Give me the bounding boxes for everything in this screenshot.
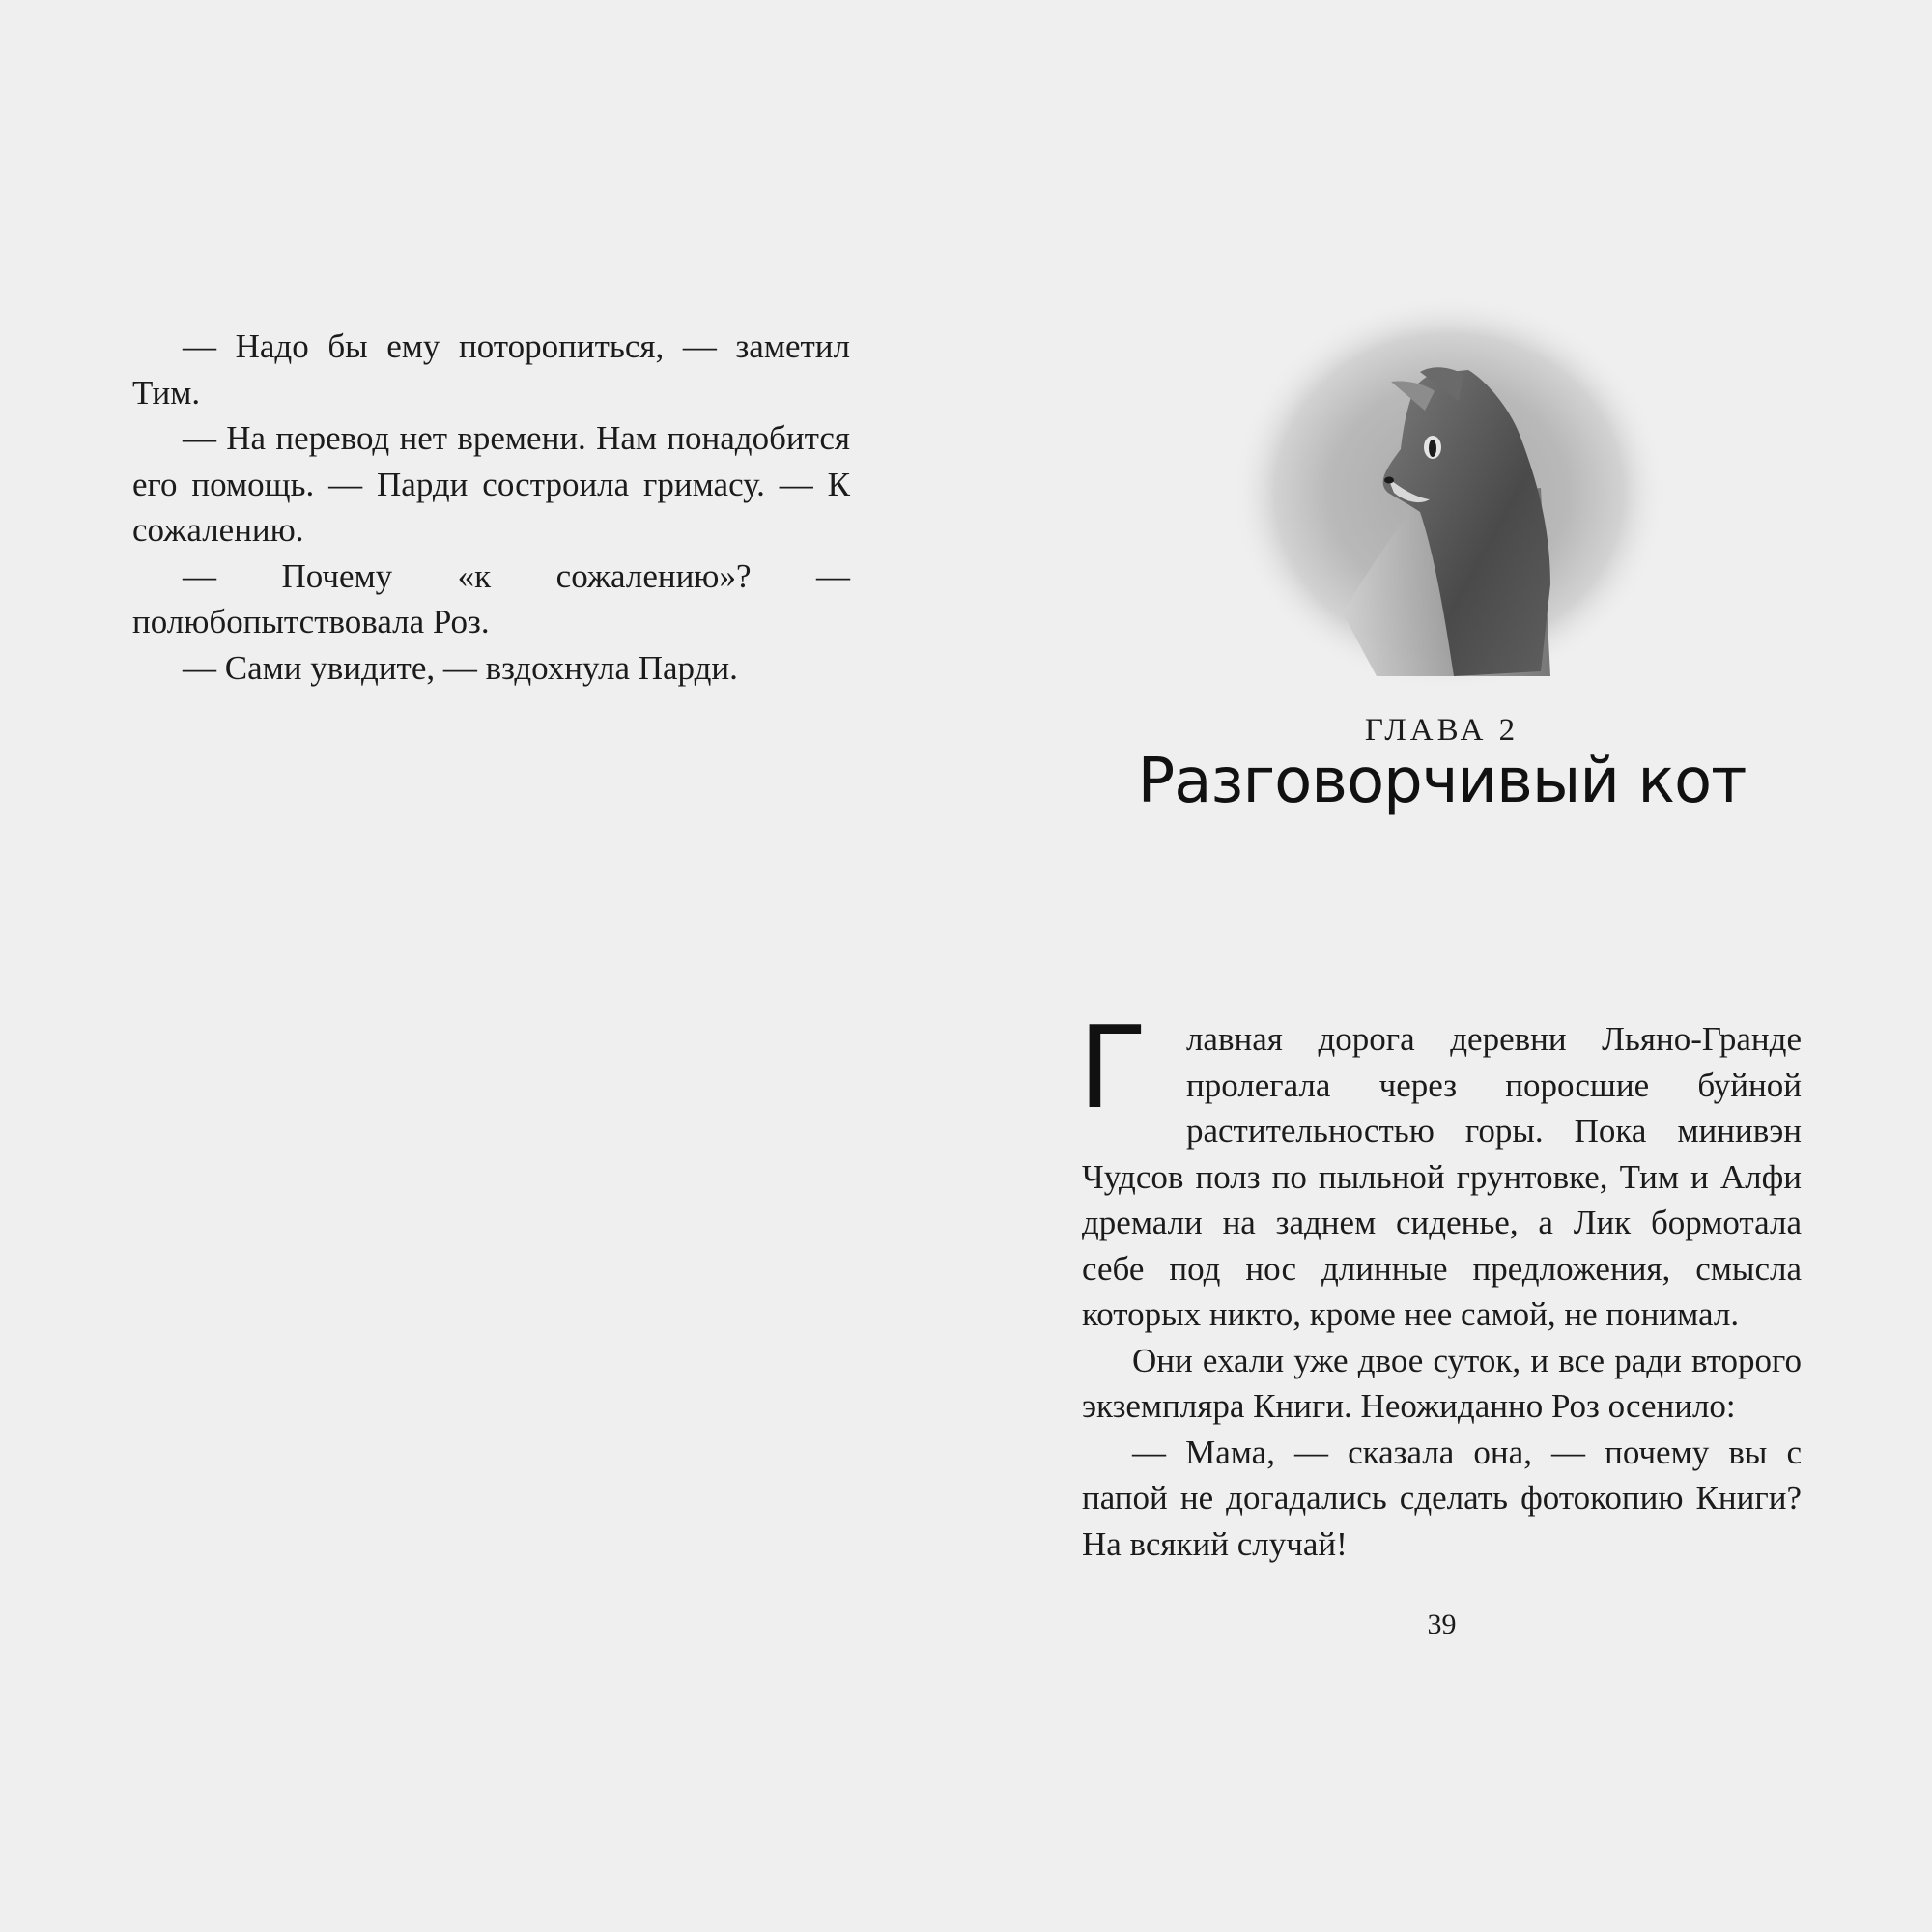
paragraph: — Почему «к сожалению»? — полюбопытствовала Роз. <box>132 556 850 640</box>
first-paragraph <box>1078 1001 1802 1338</box>
paragraph-text: лавная дорога деревни Льяно-Гранде пролегала через поросшие буйной растительностью горы. Пока минивэн Чудсов полз по пыльной грунтовке, Тим и Алфи дремали на заднем сиденье, а Лик бормотала себе под нос длинные предложения, смысла которых никто, кроме нее самой, не понимал. <box>1082 1020 1802 1333</box>
paragraph: — Сами увидите, — вздохнула Парди. <box>183 648 738 687</box>
cat-portrait-icon <box>1232 295 1666 691</box>
paragraph: — Мама, — сказала она, — почему вы с папой не догадались сделать фотокопию Книги? На всякий случай! <box>1082 1433 1802 1563</box>
paragraph: — Надо бы ему поторопиться, — заметил Тим. <box>132 327 850 412</box>
page-number: 39 <box>1427 1608 1457 1640</box>
paragraph: Они ехали уже двое суток, и все ради второго экземпляра Книги. Неожиданно Роз осенило: <box>1082 1341 1802 1425</box>
chapter-body <box>1078 1001 1802 1567</box>
paragraph: — На перевод нет времени. Нам понадобится его помощь. — Парди состроила гримасу. — К сожалению. <box>132 419 850 549</box>
right-page <box>1078 0 1802 1932</box>
chapter-label: ГЛАВА 2 <box>1364 713 1520 748</box>
cat-illustration <box>1232 295 1666 691</box>
chapter-title: Разговорчивый кот <box>1137 746 1747 817</box>
left-page <box>132 324 850 691</box>
drop-cap: Г <box>1078 1001 1148 1134</box>
